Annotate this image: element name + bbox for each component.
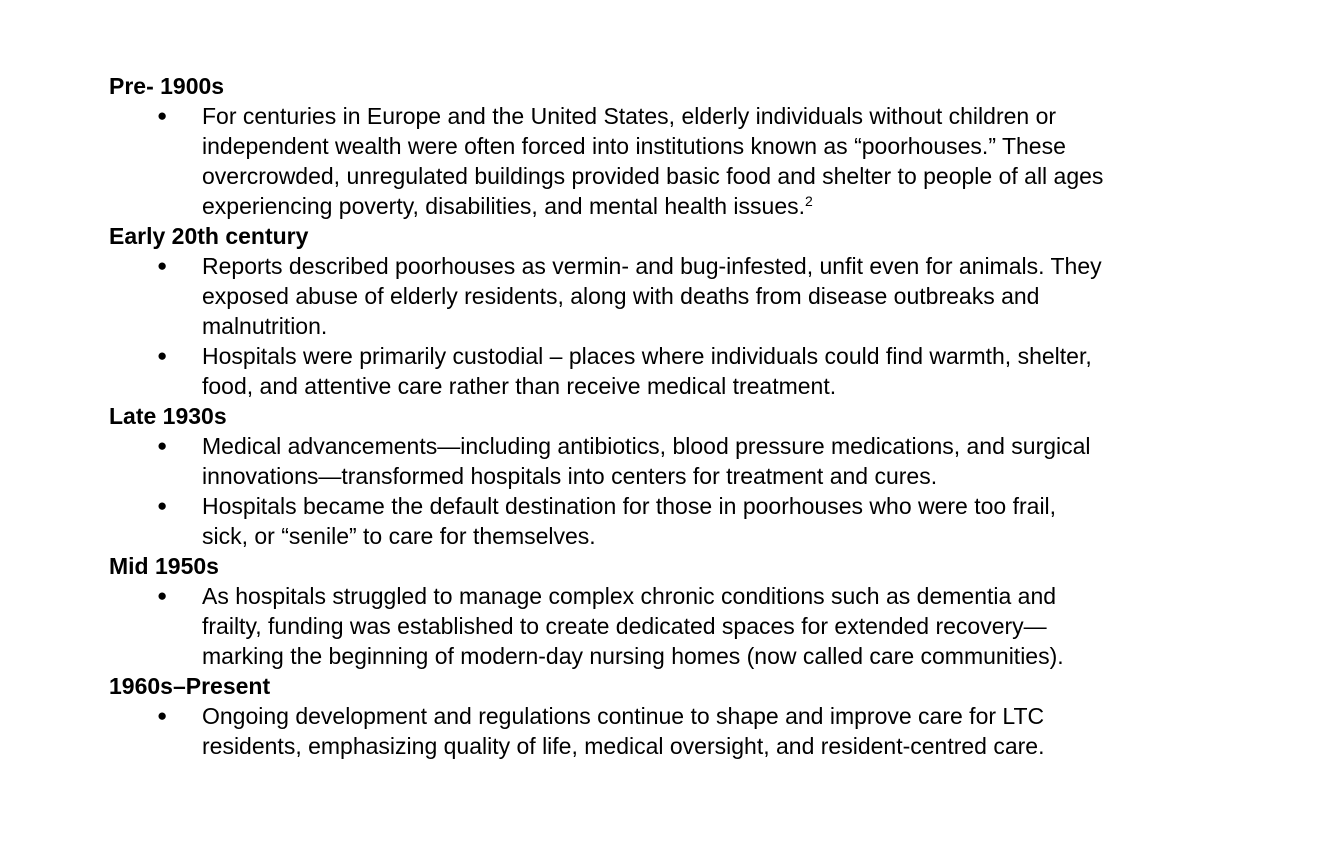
bullet-item	[109, 701, 1309, 761]
bullet-item	[109, 581, 1309, 671]
section-late-1930s	[109, 401, 1309, 551]
text-line: Hospitals became the default destination for those in poorhouses who were too frail,	[202, 493, 1057, 519]
text-line: residents, emphasizing quality of life, medical oversight, and resident-centred care.	[202, 733, 1045, 759]
document-body	[109, 71, 1309, 761]
footnote-reference: 2	[805, 193, 813, 209]
section-heading: Mid 1950s	[109, 553, 219, 579]
bullet-item	[109, 491, 1309, 551]
text-line: independent wealth were often forced into institutions known as “poorhouses.” These	[202, 133, 1066, 159]
bullet-item	[109, 101, 1309, 221]
text-line: Ongoing development and regulations continue to shape and improve care for LTC	[202, 703, 1045, 729]
bullet-icon: ●	[157, 106, 168, 125]
section-mid-1950s	[109, 551, 1309, 671]
text-line: For centuries in Europe and the United States, elderly individuals without children or	[202, 103, 1057, 129]
bullet-item	[109, 341, 1309, 401]
bullet-list	[109, 581, 1309, 671]
section-heading: Early 20th century	[109, 223, 309, 249]
bullet-icon: ●	[157, 256, 168, 275]
text-line: malnutrition.	[202, 313, 328, 339]
text-line: marking the beginning of modern-day nursing homes (now called care communities).	[202, 643, 1064, 669]
bullet-icon: ●	[157, 586, 168, 605]
text-line: frailty, funding was established to create dedicated spaces for extended recovery—	[202, 613, 1047, 639]
bullet-list	[109, 431, 1309, 551]
bullet-icon: ●	[157, 346, 168, 365]
text-line: Reports described poorhouses as vermin- and bug-infested, unfit even for animals. They	[202, 253, 1102, 279]
text-line: sick, or “senile” to care for themselves.	[202, 523, 596, 549]
bullet-icon: ●	[157, 496, 168, 515]
bullet-list	[109, 701, 1309, 761]
section-pre-1900s	[109, 71, 1309, 221]
bullet-icon: ●	[157, 706, 168, 725]
bullet-item	[109, 251, 1309, 341]
section-heading: Pre- 1900s	[109, 73, 225, 99]
text-line: innovations—transformed hospitals into centers for treatment and cures.	[202, 463, 938, 489]
text-line-with-footnote	[202, 191, 1309, 221]
section-1960s-present	[109, 671, 1309, 761]
bullet-list	[109, 101, 1309, 221]
bullet-item	[109, 431, 1309, 491]
section-early-20th-century	[109, 221, 1309, 401]
text-line: experiencing poverty, disabilities, and mental health issues.	[202, 193, 806, 219]
section-heading: 1960s–Present	[109, 673, 271, 699]
text-line: As hospitals struggled to manage complex chronic conditions such as dementia and	[202, 583, 1057, 609]
text-line: exposed abuse of elderly residents, along with deaths from disease outbreaks and	[202, 283, 1040, 309]
text-line: food, and attentive care rather than receive medical treatment.	[202, 373, 837, 399]
section-heading: Late 1930s	[109, 403, 227, 429]
bullet-icon: ●	[157, 436, 168, 455]
text-line: Hospitals were primarily custodial – places where individuals could find warmth, shelter,	[202, 343, 1092, 369]
text-line: overcrowded, unregulated buildings provided basic food and shelter to people of all ages	[202, 163, 1104, 189]
bullet-list	[109, 251, 1309, 401]
text-line: Medical advancements—including antibiotics, blood pressure medications, and surgical	[202, 433, 1091, 459]
